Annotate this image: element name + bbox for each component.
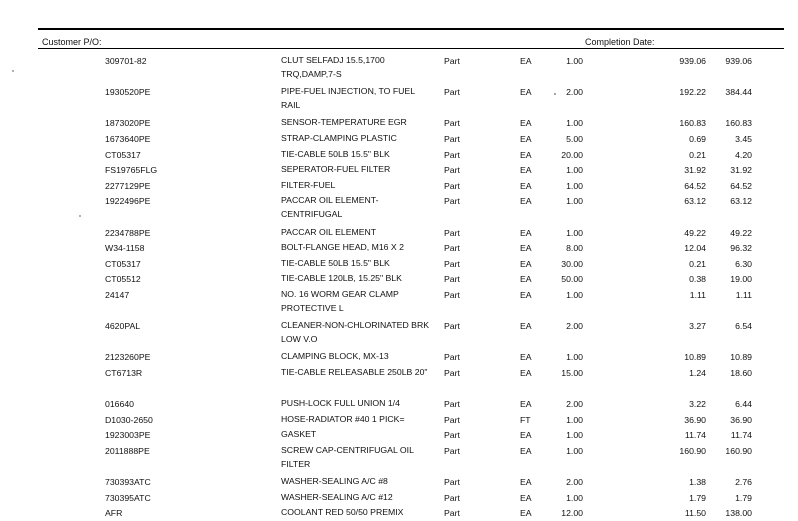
unit-of-measure: EA <box>520 165 532 176</box>
description: TIE-CABLE 50LB 15.5" BLK <box>281 257 390 268</box>
description: PIPE-FUEL INJECTION, TO FUEL RAIL <box>281 86 415 110</box>
quantity: 30.00 <box>561 258 583 269</box>
description: SCREW CAP-CENTRIFUGAL OIL FILTER <box>281 444 414 469</box>
unit-price: 1.38 <box>689 477 706 488</box>
item-type: Part <box>444 289 460 300</box>
description: SEPERATOR-FUEL FILTER <box>281 164 391 175</box>
description: CLAMPING BLOCK, MX-13 <box>281 351 389 362</box>
extended-price: 6.54 <box>735 321 752 332</box>
table-row <box>0 147 798 163</box>
table-row <box>0 115 798 131</box>
unit-price: 160.90 <box>679 445 706 456</box>
part-number: CT6713R <box>105 367 143 378</box>
quantity: 50.00 <box>561 274 583 285</box>
description: WASHER-SEALING A/C #12 <box>281 491 393 502</box>
part-number: 1873020PE <box>105 118 151 129</box>
scan-speck <box>554 93 556 95</box>
item-type: Part <box>444 56 460 66</box>
part-number: 730395ATC <box>105 492 151 503</box>
item-type: Part <box>444 180 460 191</box>
unit-price: 12.04 <box>684 243 706 254</box>
description: FILTER-FUEL <box>281 179 336 190</box>
table-row <box>0 396 798 412</box>
unit-of-measure: EA <box>520 258 532 269</box>
unit-price: 1.79 <box>689 492 706 503</box>
description: CLEANER-NON-CHLORINATED BRK LOW V.O <box>281 320 430 344</box>
item-type: Part <box>444 508 460 519</box>
unit-of-measure: EA <box>520 133 532 144</box>
table-row <box>0 162 798 178</box>
item-type: Part <box>444 367 460 378</box>
quantity: 1.00 <box>566 196 583 207</box>
table-row <box>0 505 798 521</box>
item-type: Part <box>444 149 460 160</box>
extended-price: 4.20 <box>735 149 752 160</box>
part-number: 4620PAL <box>105 321 141 332</box>
part-number: AFR <box>105 508 123 519</box>
extended-price: 31.92 <box>730 165 752 176</box>
unit-of-measure: EA <box>520 477 532 488</box>
quantity: 2.00 <box>566 477 583 488</box>
quantity: 15.00 <box>561 367 583 378</box>
unit-price: 3.22 <box>689 399 706 410</box>
extended-price: 6.30 <box>735 258 752 269</box>
extended-price: 1.79 <box>735 492 752 503</box>
unit-price: 1.11 <box>689 289 706 300</box>
item-type: Part <box>444 196 460 207</box>
item-type: Part <box>444 227 460 238</box>
quantity: 1.00 <box>566 289 583 300</box>
table-row <box>0 131 798 147</box>
extended-price: 10.89 <box>730 352 752 363</box>
completion-date-label: Completion Date: <box>585 37 655 47</box>
quantity: 2.00 <box>566 87 583 98</box>
table-row <box>0 84 798 115</box>
unit-of-measure: EA <box>520 149 532 160</box>
table-row <box>0 412 798 428</box>
unit-price: 31.92 <box>684 165 706 176</box>
unit-price: 36.90 <box>684 414 706 425</box>
description: BOLT-FLANGE HEAD, M16 X 2 <box>281 242 404 253</box>
extended-price: 18.60 <box>730 367 752 378</box>
extended-price: 384.44 <box>725 87 752 98</box>
part-number: 2011888PE <box>105 445 150 456</box>
unit-of-measure: EA <box>520 367 532 378</box>
unit-price: 192.22 <box>679 87 706 98</box>
unit-price: 64.52 <box>684 180 706 191</box>
unit-price: 0.69 <box>689 133 706 144</box>
extended-price: 96.32 <box>730 243 752 254</box>
quantity: 1.00 <box>566 352 583 363</box>
quantity: 8.00 <box>566 243 583 254</box>
customer-po-label: Customer P/O: <box>42 37 102 47</box>
quantity: 1.00 <box>566 165 583 176</box>
unit-of-measure: EA <box>520 399 532 410</box>
part-number: 309701-82 <box>105 56 147 66</box>
unit-of-measure: EA <box>520 56 532 66</box>
part-number: 1922496PE <box>105 196 151 207</box>
unit-of-measure: EA <box>520 87 532 98</box>
unit-price: 160.83 <box>679 118 706 129</box>
unit-of-measure: FT <box>520 414 531 425</box>
unit-price: 939.06 <box>679 56 706 66</box>
description: PUSH-LOCK FULL UNION 1/4 <box>281 398 400 409</box>
scan-speck <box>12 70 14 72</box>
unit-price: 0.38 <box>689 274 706 285</box>
quantity: 2.00 <box>566 321 583 332</box>
part-number: 2277129PE <box>105 180 151 191</box>
unit-price: 49.22 <box>684 227 706 238</box>
extended-price: 160.90 <box>725 445 752 456</box>
part-number: 1923003PE <box>105 430 151 441</box>
unit-of-measure: EA <box>520 289 532 300</box>
item-type: Part <box>444 165 460 176</box>
item-type: Part <box>444 430 460 441</box>
item-type: Part <box>444 414 460 425</box>
unit-of-measure: EA <box>520 492 532 503</box>
extended-price: 49.22 <box>730 227 752 238</box>
part-number: D1030-2650 <box>105 414 153 425</box>
unit-of-measure: EA <box>520 180 532 191</box>
quantity: 1.00 <box>566 445 583 456</box>
header-bottom-rule <box>38 48 784 49</box>
item-type: Part <box>444 352 460 363</box>
part-number: 730393ATC <box>105 477 151 488</box>
extended-price: 63.12 <box>730 196 752 207</box>
item-type: Part <box>444 274 460 285</box>
unit-of-measure: EA <box>520 227 532 238</box>
description: NO. 16 WORM GEAR CLAMP PROTECTIVE L <box>281 288 399 313</box>
item-type: Part <box>444 477 460 488</box>
extended-price: 6.44 <box>735 399 752 410</box>
table-row <box>0 474 798 490</box>
unit-of-measure: EA <box>520 196 532 207</box>
quantity: 1.00 <box>566 430 583 441</box>
table-row <box>0 443 798 474</box>
unit-of-measure: EA <box>520 243 532 254</box>
extended-price: 939.06 <box>725 56 752 66</box>
table-row <box>0 240 798 256</box>
item-type: Part <box>444 258 460 269</box>
item-type: Part <box>444 87 460 98</box>
part-number: W34-1158 <box>105 243 145 254</box>
part-number: CT05317 <box>105 149 141 160</box>
table-row <box>0 193 798 224</box>
description: SENSOR-TEMPERATURE EGR <box>281 117 407 128</box>
part-number: CT05317 <box>105 258 141 269</box>
quantity: 1.00 <box>566 118 583 129</box>
unit-of-measure: EA <box>520 118 532 129</box>
unit-price: 11.74 <box>684 430 706 441</box>
part-number: 2123260PE <box>105 352 151 363</box>
table-row <box>0 427 798 443</box>
description: TIE-CABLE 120LB, 15.25" BLK <box>281 273 402 284</box>
unit-of-measure: EA <box>520 508 532 519</box>
part-number: 2234788PE <box>105 227 151 238</box>
quantity: 12.00 <box>561 508 583 519</box>
quantity: 2.00 <box>566 399 583 410</box>
quantity: 5.00 <box>566 133 583 144</box>
quantity: 20.00 <box>561 149 583 160</box>
table-row <box>0 53 798 84</box>
table-row <box>0 349 798 365</box>
table-row <box>0 225 798 241</box>
description: GASKET <box>281 429 317 440</box>
part-number: FS19765FLG <box>105 165 158 176</box>
part-number: 1673640PE <box>105 133 151 144</box>
table-row <box>0 256 798 272</box>
scan-speck <box>79 215 81 217</box>
unit-of-measure: EA <box>520 274 532 285</box>
unit-price: 0.21 <box>689 149 706 160</box>
description: STRAP-CLAMPING PLASTIC <box>281 132 397 143</box>
extended-price: 3.45 <box>735 133 752 144</box>
extended-price: 138.00 <box>725 508 752 519</box>
description: COOLANT RED 50/50 PREMIX <box>281 507 404 518</box>
extended-price: 160.83 <box>725 118 752 129</box>
description: PACCAR OIL ELEMENT <box>281 226 377 237</box>
part-number: CT05512 <box>105 274 141 285</box>
unit-price: 0.21 <box>689 258 706 269</box>
extended-price: 1.11 <box>735 289 752 300</box>
extended-price: 64.52 <box>730 180 752 191</box>
item-type: Part <box>444 492 460 503</box>
header-top-rule <box>38 28 784 30</box>
table-row <box>0 318 798 349</box>
extended-price: 11.74 <box>730 430 752 441</box>
line-items-table <box>0 53 798 521</box>
quantity: 1.00 <box>566 227 583 238</box>
unit-of-measure: EA <box>520 430 532 441</box>
item-type: Part <box>444 243 460 254</box>
unit-price: 63.12 <box>684 196 706 207</box>
quantity: 1.00 <box>566 492 583 503</box>
description: TIE-CABLE RELEASABLE 250LB 20" <box>281 366 428 377</box>
item-type: Part <box>444 445 460 456</box>
part-number: 24147 <box>105 289 130 300</box>
table-row <box>0 490 798 506</box>
unit-of-measure: EA <box>520 445 532 456</box>
part-number: 1930520PE <box>105 87 151 98</box>
unit-of-measure: EA <box>520 352 532 363</box>
unit-of-measure: EA <box>520 321 532 332</box>
item-type: Part <box>444 133 460 144</box>
description: HOSE-RADIATOR #40 1 PICK= <box>281 413 405 424</box>
quantity: 1.00 <box>566 414 583 425</box>
description: TIE-CABLE 50LB 15.5" BLK <box>281 148 390 159</box>
unit-price: 11.50 <box>684 508 706 519</box>
table-row <box>0 178 798 194</box>
unit-price: 1.24 <box>689 367 706 378</box>
extended-price: 2.76 <box>735 477 752 488</box>
table-row <box>0 287 798 318</box>
extended-price: 19.00 <box>730 274 752 285</box>
unit-price: 3.27 <box>689 321 706 332</box>
quantity: 1.00 <box>566 180 583 191</box>
item-type: Part <box>444 321 460 332</box>
extended-price: 36.90 <box>730 414 752 425</box>
quantity: 1.00 <box>566 56 583 66</box>
item-type: Part <box>444 118 460 129</box>
description: CLUT SELFADJ 15.5,1700 TRQ,DAMP,7-S <box>281 55 385 79</box>
table-row <box>0 365 798 396</box>
unit-price: 10.89 <box>684 352 706 363</box>
item-type: Part <box>444 399 460 410</box>
table-row <box>0 271 798 287</box>
description: PACCAR OIL ELEMENT-CENTRIFUGAL <box>281 195 379 220</box>
part-number: 016640 <box>105 399 134 410</box>
description: WASHER-SEALING A/C #8 <box>281 476 388 487</box>
